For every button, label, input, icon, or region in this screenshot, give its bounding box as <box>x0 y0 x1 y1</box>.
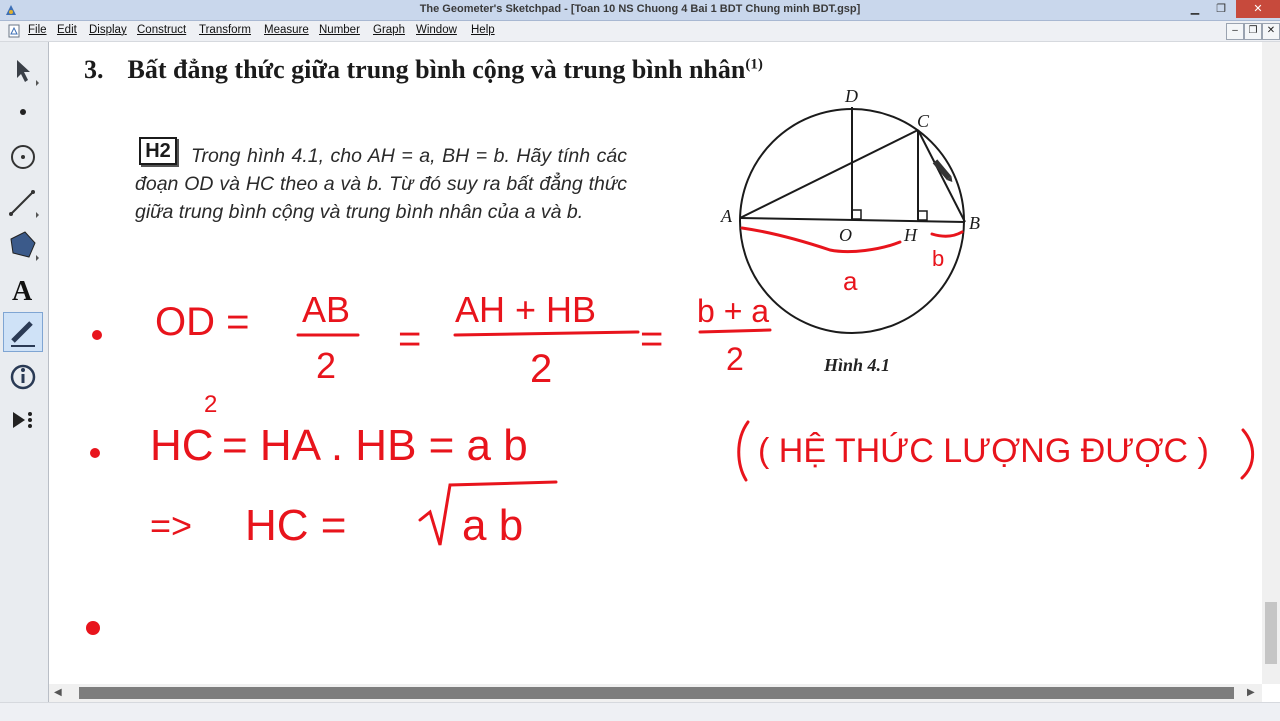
fraction-bar-2 <box>455 332 638 335</box>
equals-2: = <box>640 317 664 361</box>
menu-file[interactable]: File <box>28 24 47 36</box>
scroll-right-arrow-icon[interactable]: ▶ <box>1247 687 1255 698</box>
frac1-numerator: AB <box>302 289 351 330</box>
paren-right <box>1242 430 1253 478</box>
figure-4-1 <box>740 107 965 333</box>
exercise-label: H2 <box>139 137 177 165</box>
label-h: H <box>904 225 917 245</box>
document-close-button[interactable]: ✕ <box>1262 23 1280 40</box>
handwritten-b-label: b <box>932 246 945 271</box>
right-angle-o <box>852 210 861 219</box>
bullet-1 <box>92 330 102 340</box>
close-button[interactable]: ✕ <box>1236 0 1280 18</box>
brace-a <box>742 228 900 252</box>
menu-window[interactable]: Window <box>416 24 457 36</box>
bullet-3 <box>86 621 100 635</box>
od-equals: OD = <box>155 300 250 344</box>
menu-help[interactable]: Help <box>471 24 495 36</box>
horizontal-scroll-thumb[interactable] <box>79 687 1234 699</box>
exercise-text: Trong hình 4.1, cho AH = a, BH = b. Hãy tính các đoạn OD và HC theo a và b. Từ đó suy ra bất đẳng thức giữa trung bình cộng và trung bình nhân của a và b. <box>135 145 627 223</box>
document-restore-button[interactable]: ❐ <box>1244 23 1262 40</box>
document-minimize-button[interactable]: – <box>1226 23 1244 40</box>
hc-equals: HC = <box>245 501 347 550</box>
bullets <box>86 330 102 635</box>
scroll-left-arrow-icon[interactable]: ◀ <box>54 687 62 698</box>
hc-exponent: 2 <box>204 391 218 418</box>
brace-b <box>932 232 962 236</box>
restore-button[interactable]: ❐ <box>1216 3 1226 15</box>
handwritten-a-label: a <box>843 266 858 296</box>
frac1-denominator: 2 <box>316 345 337 386</box>
vertical-scrollbar[interactable] <box>1262 42 1280 684</box>
svg-text:A: A <box>12 276 33 307</box>
label-b: B <box>969 213 980 233</box>
hc-squared-lhs: HC <box>150 421 214 470</box>
bullet-2 <box>90 448 100 458</box>
right-angle-h <box>918 211 927 220</box>
figure-caption: Hình 4.1 <box>824 355 891 375</box>
section-title: Bất đẳng thức giữa trung bình cộng và trung bình nhân <box>127 55 746 84</box>
note-he-thuc-luong: ( HỆ THỨC LƯỢNG ĐƯỢC ) <box>758 432 1209 470</box>
frac2-denominator: 2 <box>530 347 553 391</box>
window-title: The Geometer's Sketchpad - [Toan 10 NS Chuong 4 Bai 1 BDT Chung minh BDT.gsp] <box>419 3 861 15</box>
frac3-numerator: b + a <box>697 293 770 329</box>
section-number: 3. <box>84 55 104 84</box>
minimize-button[interactable]: ▁ <box>1190 3 1200 15</box>
paren-left <box>739 422 748 480</box>
fraction-bar-3 <box>700 330 770 332</box>
status-bar <box>0 702 1280 721</box>
implies-arrow: => <box>150 505 193 546</box>
menu-measure[interactable]: Measure <box>264 24 309 36</box>
menu-edit[interactable]: Edit <box>57 24 77 36</box>
label-d: D <box>845 86 858 106</box>
frac2-numerator: AH + HB <box>455 289 597 330</box>
menu-construct[interactable]: Construct <box>137 24 187 36</box>
frac3-denominator: 2 <box>726 341 744 377</box>
handwriting-strokes <box>298 228 1253 545</box>
hc-squared-rhs: = HA . HB = a b <box>222 421 528 470</box>
label-c: C <box>917 111 930 131</box>
horizontal-scrollbar[interactable] <box>49 684 1262 702</box>
menu-graph[interactable]: Graph <box>373 24 405 36</box>
sqrt-argument: a b <box>462 501 524 550</box>
menu-display[interactable]: Display <box>89 24 127 36</box>
label-o: O <box>839 225 852 245</box>
footnote-marker: (1) <box>745 56 763 73</box>
vertical-scroll-thumb[interactable] <box>1265 602 1277 664</box>
segment-ac <box>740 130 918 218</box>
label-a: A <box>721 206 732 226</box>
menu-number[interactable]: Number <box>319 24 360 36</box>
segment-cb <box>918 130 965 222</box>
equals-1: = <box>398 317 422 361</box>
menu-transform[interactable]: Transform <box>199 24 251 36</box>
